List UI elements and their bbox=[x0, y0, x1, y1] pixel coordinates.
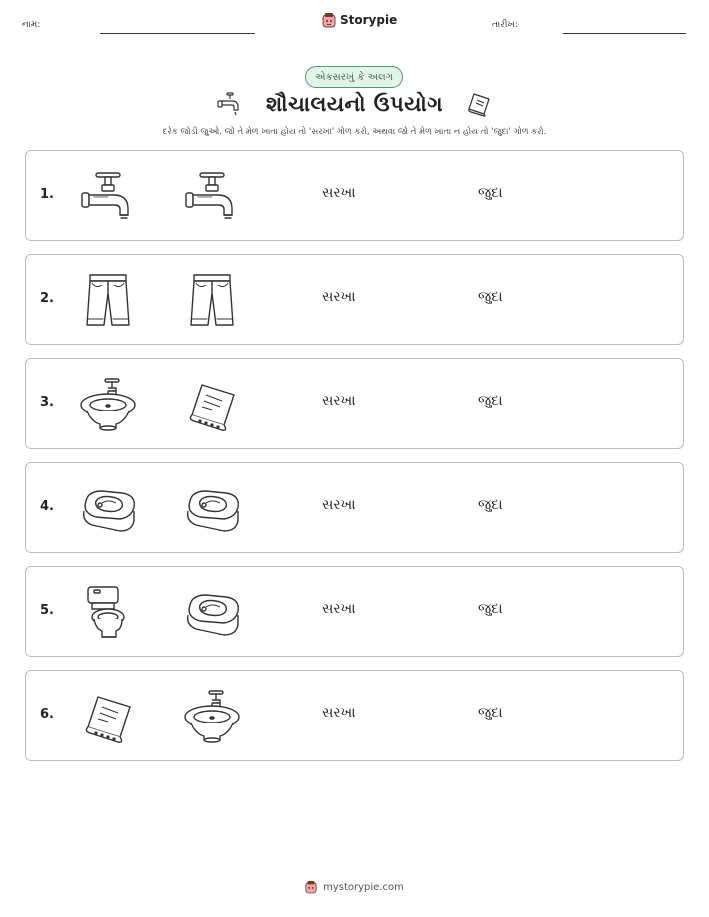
question-number: 5. bbox=[40, 603, 54, 618]
pants-icon bbox=[78, 273, 138, 329]
name-label: નામ: bbox=[22, 20, 41, 30]
soap-icon bbox=[78, 481, 138, 537]
different-option[interactable]: જુદા bbox=[478, 185, 503, 201]
brand-logo bbox=[322, 12, 397, 28]
brand-mascot-icon bbox=[322, 12, 336, 28]
same-option[interactable]: સરખા bbox=[322, 185, 356, 201]
brand-mascot-icon bbox=[305, 880, 317, 894]
question-number: 6. bbox=[40, 707, 54, 722]
date-label: તારીખ: bbox=[492, 20, 518, 30]
question-row bbox=[25, 150, 684, 241]
faucet-icon bbox=[216, 90, 244, 118]
towel-icon bbox=[78, 689, 138, 745]
sink-icon bbox=[78, 377, 138, 433]
pants-icon bbox=[182, 273, 242, 329]
towel-icon bbox=[465, 90, 493, 118]
question-row bbox=[25, 462, 684, 553]
different-option[interactable]: જુદા bbox=[478, 601, 503, 617]
different-option[interactable]: જુદા bbox=[478, 289, 503, 305]
sink-icon bbox=[182, 689, 242, 745]
soap-icon bbox=[182, 481, 242, 537]
different-option[interactable]: જુદા bbox=[478, 393, 503, 409]
footer bbox=[0, 880, 709, 894]
same-option[interactable]: સરખા bbox=[322, 393, 356, 409]
faucet-icon bbox=[78, 169, 138, 225]
faucet-icon bbox=[182, 169, 242, 225]
instructions: દરેક જોડી જુઓ. જો તે મેળ ખાતા હોય તો 'સરખા' ગોળ કરો, અથવા જો તે મેળ ખાતા ન હોય તો 'જુદા' ગોળ કરો. bbox=[162, 127, 547, 137]
name-line[interactable] bbox=[100, 33, 255, 34]
question-row bbox=[25, 254, 684, 345]
same-option[interactable]: સરખા bbox=[322, 705, 356, 721]
brand-name: Storypie bbox=[340, 13, 398, 27]
toilet-icon bbox=[78, 585, 138, 641]
same-option[interactable]: સરખા bbox=[322, 289, 356, 305]
question-number: 2. bbox=[40, 291, 54, 306]
towel-icon bbox=[182, 377, 242, 433]
date-line[interactable] bbox=[563, 33, 686, 34]
question-number: 1. bbox=[40, 187, 54, 202]
different-option[interactable]: જુદા bbox=[478, 705, 503, 721]
different-option[interactable]: જુદા bbox=[478, 497, 503, 513]
title-row bbox=[0, 90, 709, 118]
page-title: શૌચાલયનો ઉપયોગ bbox=[265, 91, 444, 116]
soap-icon bbox=[182, 585, 242, 641]
question-row bbox=[25, 566, 684, 657]
same-option[interactable]: સરખા bbox=[322, 497, 356, 513]
topic-badge: એકસરખું કે અલગ bbox=[305, 66, 403, 88]
footer-url: mystorypie.com bbox=[323, 881, 404, 893]
question-number: 3. bbox=[40, 395, 54, 410]
question-row bbox=[25, 358, 684, 449]
question-row bbox=[25, 670, 684, 761]
same-option[interactable]: સરખા bbox=[322, 601, 356, 617]
question-number: 4. bbox=[40, 499, 54, 514]
